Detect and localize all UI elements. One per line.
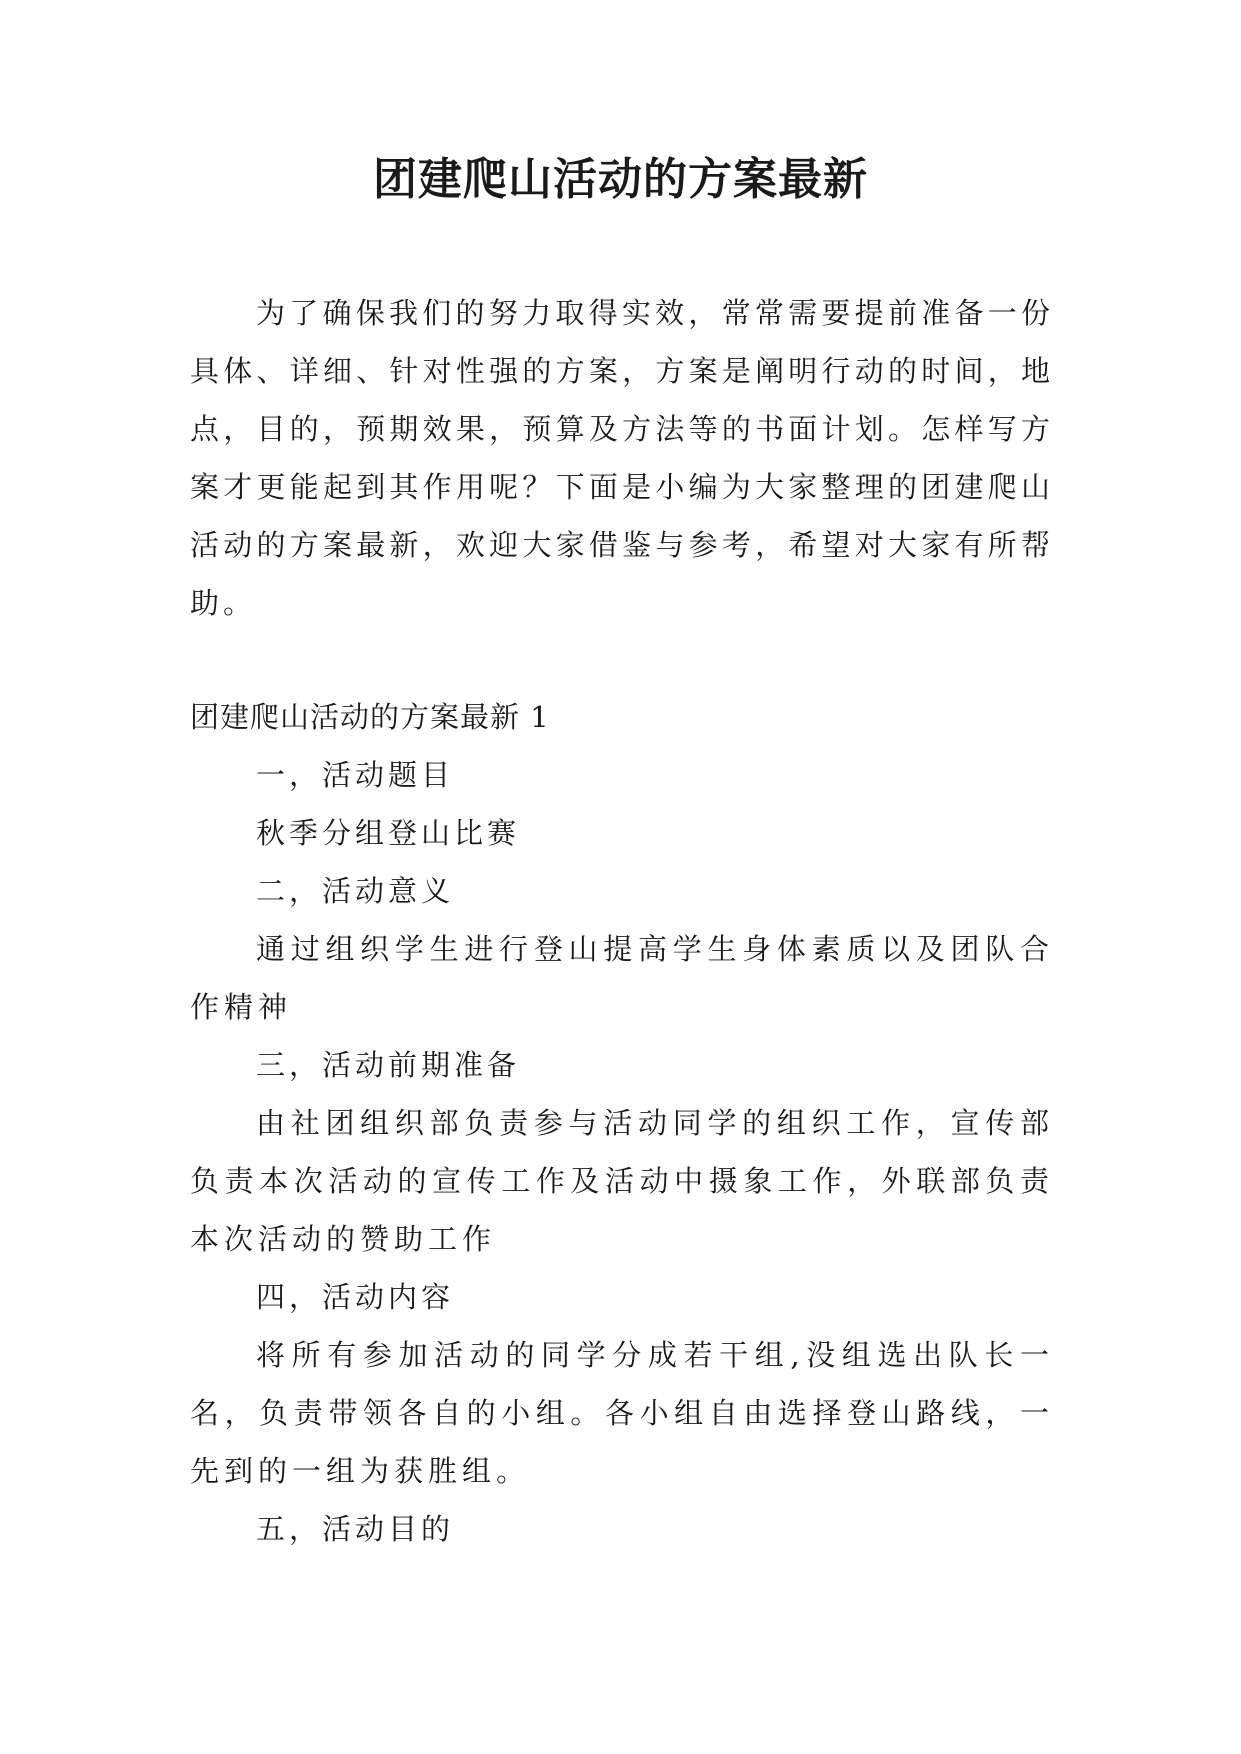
- subheading-activity-title: 一，活动题目: [256, 758, 455, 792]
- document-body: [190, 284, 1054, 1558]
- subheading-preparation: 三，活动前期准备: [256, 1048, 521, 1082]
- subheading-activity-content: 四，活动内容: [256, 1280, 455, 1314]
- document-title: 团建爬山活动的方案最新: [373, 154, 868, 205]
- paragraph-activity-title: 秋季分组登山比赛: [256, 816, 521, 850]
- subheading-activity-significance: 二，活动意义: [256, 874, 455, 908]
- subheading-activity-purpose: 五，活动目的: [256, 1512, 455, 1546]
- section-heading: 团建爬山活动的方案最新 1: [190, 700, 550, 734]
- paragraph-activity-significance: 通过组织学生进行登山提高学生身体素质以及团队合作精神: [190, 932, 1054, 1024]
- intro-paragraph: 为了确保我们的努力取得实效，常常需要提前准备一份具体、详细、针对性强的方案，方案是阐明行动的时间，地点，目的，预期效果，预算及方法等的书面计划。怎样写方案才更能起到其作用呢？下面是小编为大家整理的团建爬山活动的方案最新，欢迎大家借鉴与参考，希望对大家有所帮助。: [190, 296, 1054, 620]
- paragraph-preparation: 由社团组织部负责参与活动同学的组织工作，宣传部负责本次活动的宣传工作及活动中摄象工作，外联部负责本次活动的赞助工作: [190, 1106, 1054, 1256]
- paragraph-activity-content: 将所有参加活动的同学分成若干组,没组选出队长一名，负责带领各自的小组。各小组自由选择登山路线，一先到的一组为获胜组。: [190, 1338, 1054, 1488]
